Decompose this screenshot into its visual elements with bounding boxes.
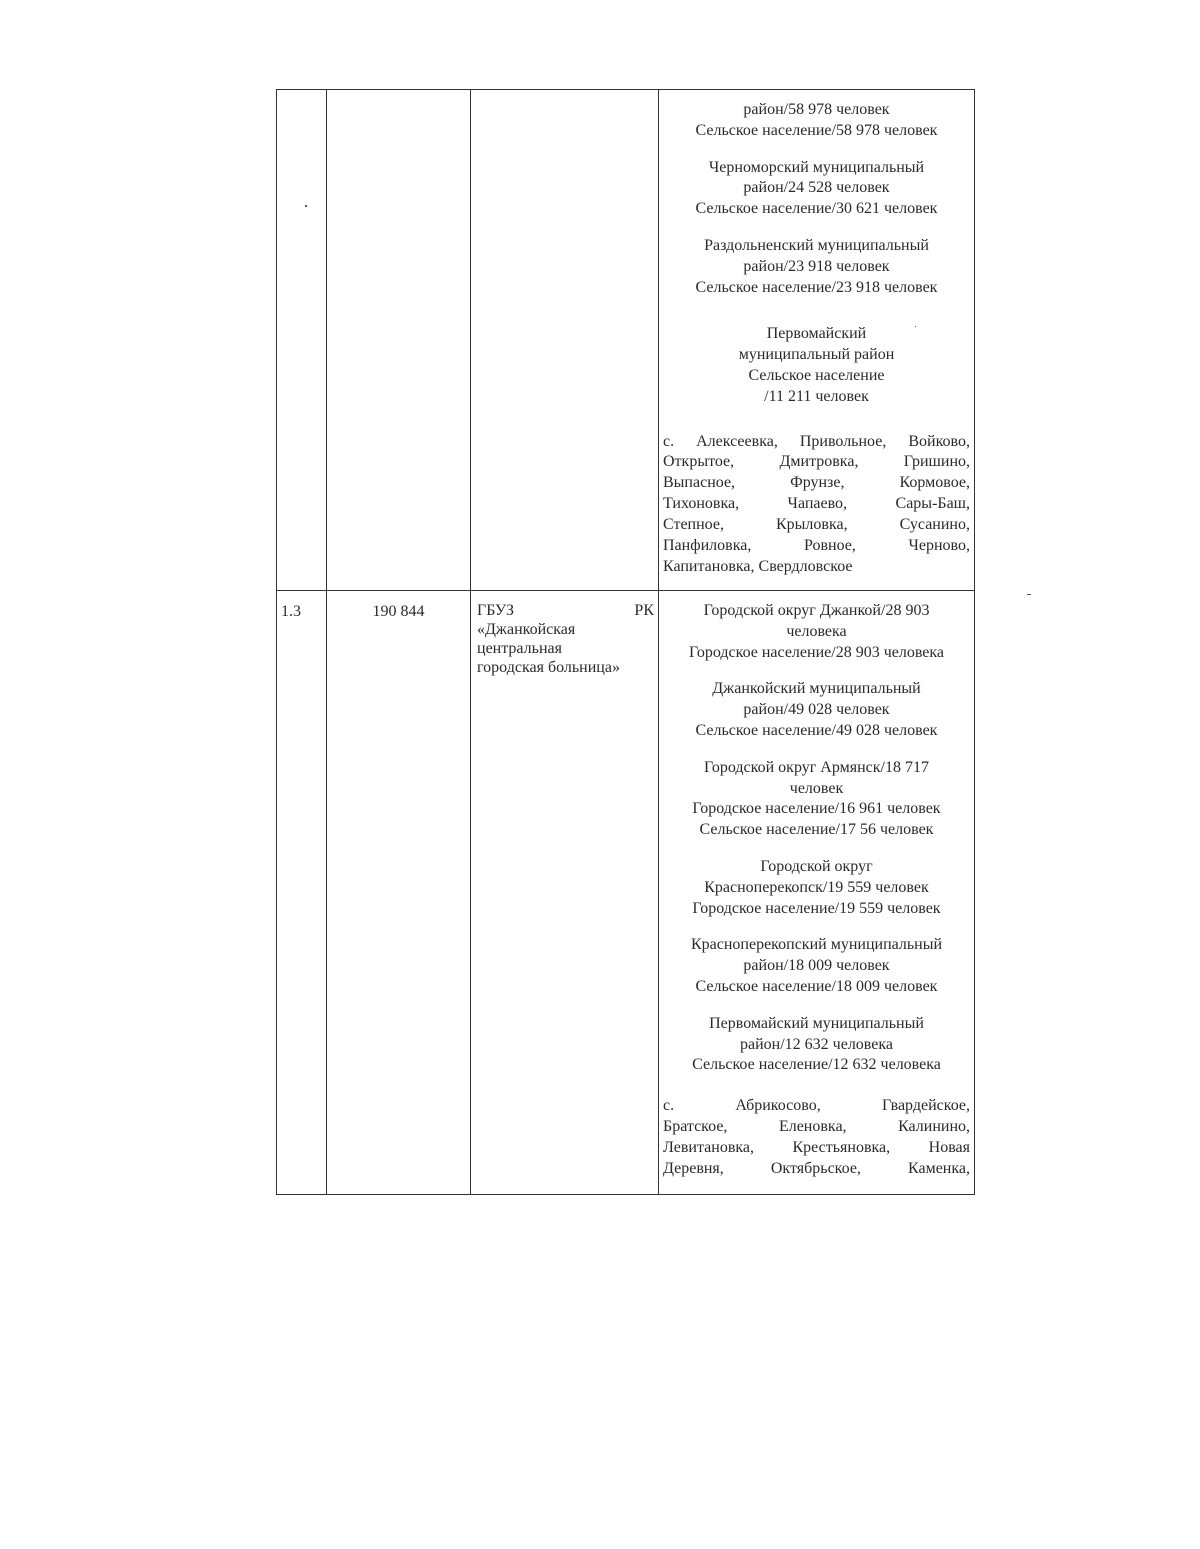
district-line: район/18 009 человек [743, 957, 890, 975]
district-line: Сельское население/17 56 человек [699, 821, 934, 839]
district-line: Городское население/16 961 человек [692, 800, 941, 818]
district-line: Сельское население/12 632 человека [692, 1056, 941, 1074]
population-table [276, 89, 975, 1195]
table-row [277, 90, 975, 591]
district-line: Городской округ [760, 857, 873, 875]
scan-speck [1027, 594, 1031, 595]
district-line: район/24 528 человек [743, 179, 890, 197]
district-line: Сельское население/23 918 человек [695, 278, 938, 296]
district-line: Городской округ Джанкой/28 903 [703, 602, 930, 619]
villages-line: Открытое, Дмитровка, Гришино, [663, 453, 970, 471]
district-line: район/12 632 человека [740, 1035, 893, 1053]
district-block [663, 236, 970, 298]
district-line: Сельское население [748, 366, 885, 384]
villages-line: Капитановка, Свердловское [663, 558, 853, 575]
villages-line: с. Алексеевка, Привольное, Войково, [663, 432, 970, 450]
district-line: район/49 028 человек [743, 701, 890, 719]
district-line: Сельское население/58 978 человек [695, 121, 938, 139]
population-cell [327, 591, 471, 1195]
population-total [327, 90, 470, 101]
villages-line: Тихоновка, Чапаево, Сары-Баш, [663, 495, 970, 513]
district-line: Сельское население/49 028 человек [695, 721, 938, 739]
district-block [663, 1014, 970, 1076]
district-block [663, 158, 970, 220]
district-line: Сельское население/18 009 человек [695, 977, 938, 995]
villages-line: Выпасное, Фрунзе, Кормовое, [663, 474, 970, 492]
district-line: человека [786, 622, 847, 640]
table-row [277, 591, 975, 1195]
villages-line: Братское, Еленовка, Калинино, [663, 1118, 970, 1136]
district-block [663, 935, 970, 997]
districts-cell [659, 90, 975, 591]
population-cell [327, 90, 471, 591]
villages-line: Степное, Крыловка, Сусанино, [663, 516, 970, 534]
organization-name [471, 591, 658, 677]
district-line: район/58 978 человек [743, 101, 890, 118]
scan-speck [915, 326, 916, 327]
district-line: человек [789, 779, 844, 797]
row-number [277, 90, 326, 101]
district-line: Первомайский муниципальный [709, 1014, 924, 1032]
row-number-cell [277, 591, 327, 1195]
organization-cell [471, 90, 659, 591]
district-line: Черноморский муниципальный [708, 158, 925, 176]
scan-speck [305, 205, 307, 207]
organization-line: центральная [477, 640, 562, 657]
districts-cell [659, 591, 975, 1195]
organization-line: РК [634, 602, 654, 619]
district-block [663, 679, 970, 741]
villages-line: Деревня, Октябрьское, Каменка, [663, 1159, 970, 1177]
district-line: Джанкойский муниципальный [712, 680, 921, 698]
district-line: /11 211 человек [764, 387, 869, 405]
district-line: Первомайский [766, 325, 867, 343]
villages-line: с. Абрикосово, Гвардейское, [663, 1097, 970, 1115]
district-line: Раздольненский муниципальный [704, 236, 929, 254]
district-line: Сельское население/30 621 человек [695, 200, 938, 218]
district-line: район/23 918 человек [743, 257, 890, 275]
district-line: Городское население/19 559 человек [692, 899, 941, 917]
district-line: Городское население/28 903 человека [688, 643, 945, 661]
villages-line: Левитановка, Крестьяновка, Новая [663, 1138, 970, 1156]
villages-line: Панфиловка, Ровное, Черново, [663, 537, 970, 555]
population-total: 190 844 [372, 603, 425, 620]
district-line: муниципальный район [738, 346, 895, 364]
villages-list [663, 432, 970, 578]
organization-line: «Джанкойская [477, 621, 576, 638]
organization-line: городская больница» [477, 659, 620, 676]
row-number-cell [277, 90, 327, 591]
organization-line: ГБУЗ [477, 602, 515, 619]
district-line: Городской округ Армянск/18 717 [704, 758, 929, 776]
district-block [663, 100, 970, 142]
district-line: Красноперекопский муниципальный [690, 936, 943, 954]
district-block [663, 324, 970, 407]
row-number: 1.3 [281, 603, 301, 620]
organization-cell [471, 591, 659, 1195]
district-block [663, 758, 970, 841]
district-block [663, 857, 970, 919]
villages-list [663, 1096, 970, 1180]
district-block [663, 601, 970, 663]
district-line: Красноперекопск/19 559 человек [704, 878, 929, 896]
